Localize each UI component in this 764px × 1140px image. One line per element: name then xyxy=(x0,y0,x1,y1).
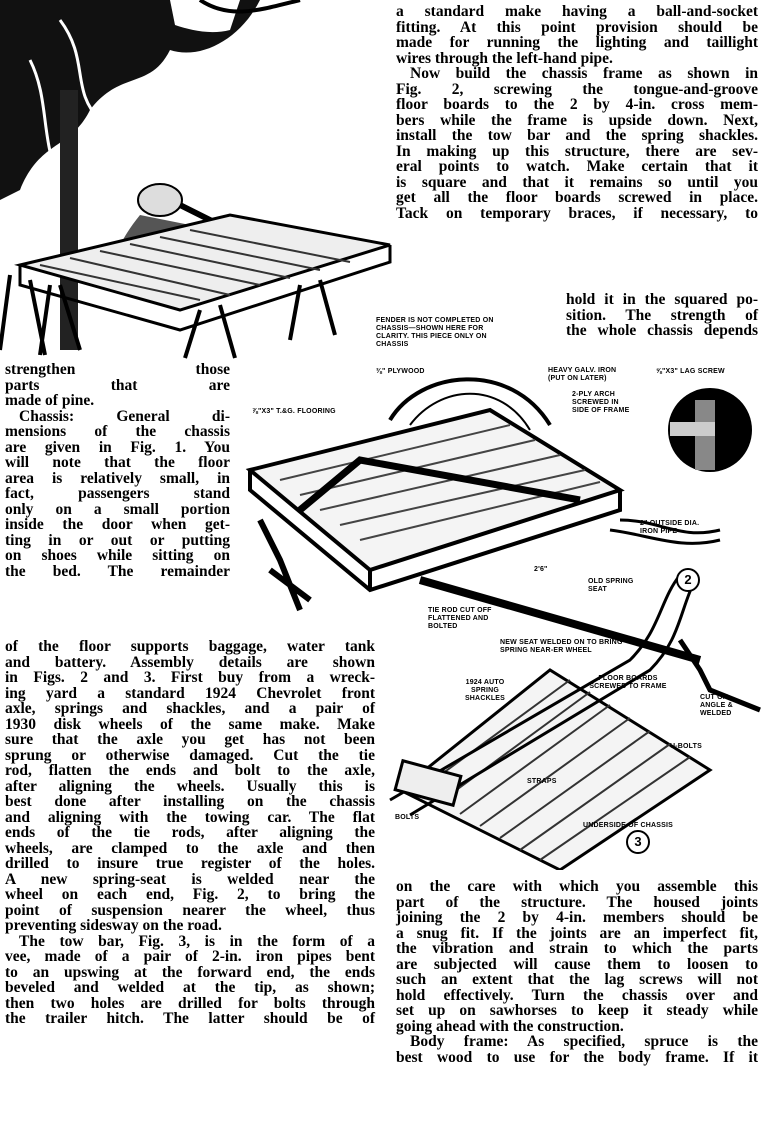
text-line: The tow bar, Fig. 3, is in the form of a xyxy=(19,932,375,950)
label-u-bolts: U-BOLTS xyxy=(670,743,702,750)
text-line: preventing sidesway on the road. xyxy=(5,917,222,934)
text-column-bottom-right xyxy=(396,876,758,1066)
text-line: is square and that it remains so until you xyxy=(396,173,758,191)
text-line: best done after installing on the chassis xyxy=(5,793,375,810)
text-line: to an upswing at the forward end, the ends xyxy=(5,963,375,981)
label-dimension: 2'6" xyxy=(534,566,548,573)
text-line: part of the structure. The housed joints xyxy=(396,893,758,911)
label-floor-boards: FLOOR BOARDS SCREWED TO FRAME xyxy=(589,675,667,690)
text-line: Chassis: General di- xyxy=(19,407,230,425)
label-lag-screw: ⅝"X3" LAG SCREW xyxy=(656,368,725,375)
label-flooring: ⅞"X3" T.&G. FLOORING xyxy=(252,408,336,415)
label-fender: FENDER IS NOT COMPLETED ON CHASSIS—SHOWN HERE FOR CLARITY. THIS PIECE ONLY ON CHASSIS xyxy=(376,317,494,348)
text-line: the bed. The remainder xyxy=(5,562,230,580)
text-line: joining the 2 by 4-in. members should be xyxy=(396,909,758,926)
label-galv-iron: HEAVY GALV. IRON (PUT ON LATER) xyxy=(548,367,617,382)
label-tie-rod: TIE ROD CUT OFF FLATTENED AND BOLTED xyxy=(428,607,492,630)
text-column-top-right-wrap xyxy=(566,290,758,337)
text-line: inside the door when get- xyxy=(5,516,230,533)
text-line: the vibration and strain to which the parts xyxy=(396,940,758,957)
label-underside: UNDERSIDE OF CHASSIS xyxy=(583,822,673,829)
text-line: 1930 disk wheels of the same make. Make xyxy=(5,715,375,733)
text-line: Body frame: As specified, spruce is the xyxy=(410,1033,758,1050)
text-line: ends of the tie rods, after aligning the xyxy=(5,824,375,841)
text-line: mensions of the chassis xyxy=(5,423,230,440)
text-line: wheels, are clamped to the axle and then xyxy=(5,839,375,857)
text-line: are given in Fig. 1. You xyxy=(5,438,230,456)
label-cut-angle: CUT ON ANGLE & WELDED xyxy=(700,694,733,717)
text-line: a standard make having a ball-and-socket xyxy=(396,3,758,20)
text-line: such an extent that the lag screws will not xyxy=(396,971,758,988)
label-old-seat: OLD SPRING SEAT xyxy=(588,578,634,593)
text-line: the trailer hitch. The latter should be of xyxy=(5,1010,375,1027)
text-line: In making up this structure, there are sev- xyxy=(396,142,758,160)
text-line: wheel on each end, Fig. 2, to bring the xyxy=(5,886,375,903)
label-arch: 2-PLY ARCH SCREWED IN SIDE OF FRAME xyxy=(572,391,630,414)
label-straps: STRAPS xyxy=(527,778,557,785)
text-line: sprung or otherwise damaged. Cut the tie xyxy=(5,746,375,764)
text-line: a snug fit. If the joints are an imperfect fit, xyxy=(396,924,758,942)
photo-chassis-on-sawhorses xyxy=(0,0,395,360)
text-line: will note that the floor xyxy=(5,454,230,471)
text-column-top-right xyxy=(396,2,758,222)
text-line: install the tow bar and the spring shackles. xyxy=(396,127,758,144)
label-new-seat: NEW SEAT WELDED ON TO BRING SPRING NEAR-ER WHEEL xyxy=(500,639,623,654)
text-line: best wood to use for the body frame. If it xyxy=(396,1048,758,1066)
text-line: parts that are xyxy=(5,376,230,394)
text-line: made for running the lighting and taillight xyxy=(396,34,758,51)
text-line: then two holes are drilled for bolts through xyxy=(5,994,375,1012)
text-line: strengthen those xyxy=(5,361,230,378)
text-line: ing yard a standard 1924 Chevrolet front xyxy=(5,684,375,702)
text-line: of the floor supports baggage, water tank xyxy=(5,638,375,655)
label-shackles: 1924 AUTO SPRING SHACKLES xyxy=(464,679,506,702)
text-column-left-narrow xyxy=(5,360,230,580)
text-line: hold it in the squared po- xyxy=(566,291,758,308)
text-line: area is relatively small, in xyxy=(5,469,230,487)
text-line: point of suspension nearer the wheel, thus xyxy=(5,901,375,919)
text-line: A new spring-seat is welded near the xyxy=(5,870,375,888)
text-line: set up on sawhorses to keep it steady while xyxy=(396,1002,758,1019)
text-line: drilled to insure true register of the holes. xyxy=(5,855,375,872)
text-line: sure that the axle you get has not been xyxy=(5,731,375,748)
text-line: and battery. Assembly details are shown xyxy=(5,653,375,671)
text-line: get all the floor boards screwed in place. xyxy=(396,189,758,206)
text-line: the whole chassis depends xyxy=(566,322,758,339)
text-line: on the care with which you assemble this xyxy=(396,878,758,895)
figure-number-3: 3 xyxy=(626,830,650,854)
text-line: and aligning with the towing car. The flat xyxy=(5,808,375,826)
label-plywood: ⅜" PLYWOOD xyxy=(376,368,425,375)
text-line: eral points to watch. Make certain that it xyxy=(396,158,758,175)
text-line: are subjected will cause them to loosen to xyxy=(396,955,758,973)
text-line: hold effectively. Turn the chassis over and xyxy=(396,986,758,1004)
text-line: wires through the left-hand pipe. xyxy=(396,49,613,67)
text-line: vee, made of a pair of 2-in. iron pipes bent xyxy=(5,948,375,965)
text-line: ting in or out or putting xyxy=(5,531,230,549)
label-pipe: 2" OUTSIDE DIA. IRON PIPE xyxy=(640,520,700,535)
text-line: Now build the chassis frame as shown in xyxy=(410,65,758,82)
text-line: in Figs. 2 and 3. First buy from a wreck- xyxy=(5,669,375,686)
label-bolts: BOLTS xyxy=(395,814,420,821)
text-line: fact, passengers stand xyxy=(5,485,230,502)
figure-number-2: 2 xyxy=(676,568,700,592)
text-line: bers while the frame is upside down. Next, xyxy=(396,111,758,129)
text-line: going ahead with the construction. xyxy=(396,1017,624,1035)
text-line: on shoes while sitting on xyxy=(5,547,230,564)
text-line: floor boards to the 2 by 4-in. cross mem- xyxy=(396,96,758,113)
text-line: only on a small portion xyxy=(5,500,230,518)
text-line: made of pine. xyxy=(5,392,95,409)
text-line: sition. The strength of xyxy=(566,306,758,324)
text-line: beveled and welded at the tip, as shown; xyxy=(5,979,375,996)
text-line: Fig. 2, screwing the tongue-and-groove xyxy=(396,80,758,98)
text-line: axle, springs and shackles, and a pair of xyxy=(5,700,375,717)
text-line: Tack on temporary braces, if necessary, to xyxy=(396,204,758,222)
text-line: rod, flatten the ends and bolt to the axle, xyxy=(5,762,375,779)
text-line: fitting. At this point provision should be xyxy=(396,18,758,36)
text-line: after aligning the wheels. Usually this is xyxy=(5,777,375,795)
